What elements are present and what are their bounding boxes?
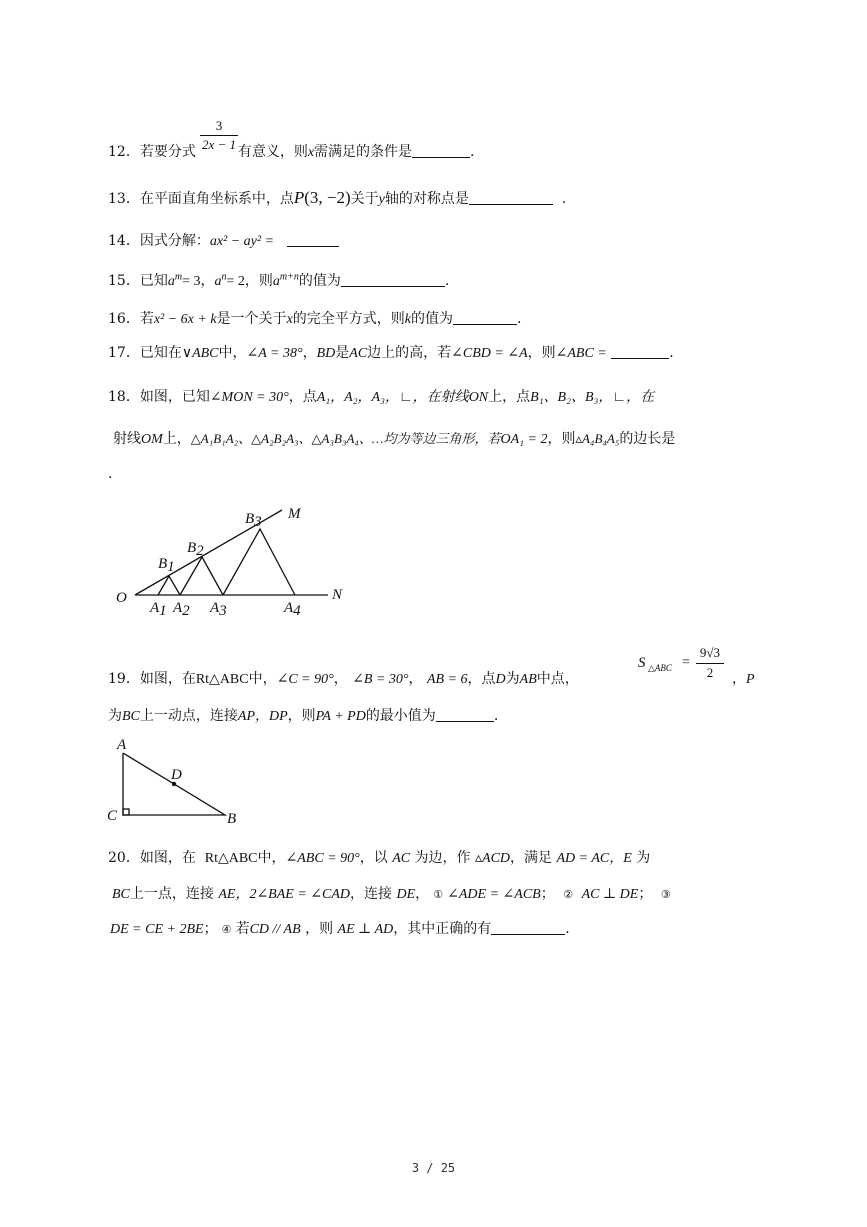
answer-blank[interactable]: [611, 344, 669, 359]
q19-area-formula: S △ABC = 9√3 2: [638, 645, 728, 687]
answer-blank[interactable]: [436, 707, 494, 722]
answer-blank[interactable]: [412, 143, 470, 158]
question-20-line-1: 20．如图，在 Rt△ABC中，∠ABC = 90°，以 AC 为边，作 ▵ACD，满足 AD = AC，E 为: [108, 850, 651, 866]
label-a2: A2: [173, 600, 190, 619]
q19-p-label: ，P: [732, 671, 755, 687]
answer-blank[interactable]: [491, 920, 565, 935]
question-18-line-2: 射线OM上，△A₁B₁A₂、△A₂B₂A₃、△A₃B₃A₄、…均为等边三角形，若OA₁ = 2，则▵A₄B₄A₅的边长是: [113, 431, 676, 447]
question-15: 15．已知$a^m= 3$，$a^n= 2$，则$a^{m+n}$的值为 .: [108, 271, 450, 289]
question-16: 16．若x² − 6x + k是一个关于x的完全平方式，则k的值为 .: [108, 311, 522, 327]
question-18-line-1: 18．如图，已知∠MON = 30°，点A₁，A₂，A₃，∟，在射线ON上，点B₁、B₂、B₃，∟，在: [108, 389, 655, 405]
answer-blank[interactable]: [469, 190, 553, 205]
label-o: O: [116, 590, 127, 606]
triangle-2: [180, 557, 223, 595]
right-angle-mark: [123, 809, 129, 815]
question-19-line-2: 为BC上一动点，连接AP，DP，则PA + PD的最小值为 .: [108, 708, 499, 724]
label-d: D: [171, 767, 182, 783]
label-b: B: [227, 811, 237, 825]
fraction-denominator: 2x − 1: [201, 137, 237, 152]
question-20-line-3: DE = CE + 2BE； ④ 若CD // AB ，则 AE ⊥ AD，其中正确的有 .: [110, 921, 570, 937]
label-m: M: [288, 506, 301, 522]
page-number: 3 / 25: [411, 1161, 456, 1175]
answer-blank[interactable]: [341, 272, 445, 287]
question-14: 14．因式分解：ax² − ay² =: [108, 230, 339, 250]
label-a: A: [117, 737, 127, 753]
question-20-line-2: BC上一点，连接 AE，2∠BAE = ∠CAD，连接 DE， ① ∠ADE = ∠ACB； ② AC ⊥ DE； ③: [112, 886, 671, 902]
question-17: 17．已知在∨ABC中，∠A = 38°，BD是AC边上的高，若∠CBD = ∠A，则∠ABC = .: [108, 345, 674, 361]
fraction-bar: [200, 135, 238, 136]
figure-18-diagram: [110, 500, 360, 625]
triangle-1: [158, 576, 180, 595]
fraction-numerator: 3: [215, 118, 223, 133]
answer-blank[interactable]: [453, 310, 517, 325]
triangle-3: [223, 529, 295, 595]
label-b1: B1: [158, 556, 175, 575]
question-12: 12．若要分式 有意义，则x需满足的条件是 .: [108, 144, 475, 160]
question-19-line-1: 19．如图，在Rt△ABC中，∠C = 90°， ∠B = 30°， AB = 6，点D为AB中点，: [108, 671, 579, 687]
label-b3: B3: [245, 511, 262, 530]
label-b2: B2: [187, 540, 204, 559]
label-c: C: [107, 808, 118, 824]
label-a1: A1: [150, 600, 167, 619]
figure-19-diagram: [105, 735, 245, 825]
label-a4: A4: [284, 600, 301, 619]
answer-blank[interactable]: [287, 232, 339, 247]
question-13: 13．在平面直角坐标系中，点P(3, −2)关于y轴的对称点是 .: [108, 188, 567, 207]
label-n: N: [332, 587, 343, 603]
question-18-line-3: .: [108, 466, 113, 482]
label-a3: A3: [210, 600, 227, 619]
